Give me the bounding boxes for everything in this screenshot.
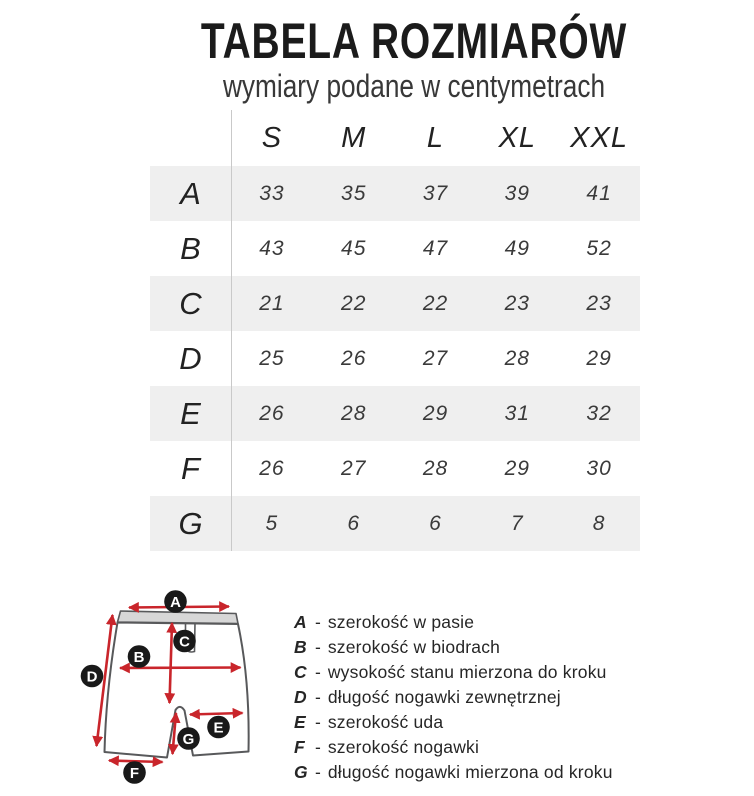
size-value-cell: 23 <box>504 291 530 315</box>
badge-a <box>164 590 187 613</box>
size-value-cell: 7 <box>510 511 524 535</box>
size-value-cell: 25 <box>259 346 285 370</box>
badge-f <box>123 761 146 784</box>
legend-text: szerokość w biodrach <box>327 637 501 657</box>
table-row-c <box>150 276 640 331</box>
header <box>0 12 754 105</box>
badge-g-letter: G <box>182 730 195 748</box>
badge-d <box>81 665 104 688</box>
table-header-row <box>150 110 640 166</box>
size-value-cell: 35 <box>341 181 367 205</box>
legend-separator: - <box>315 712 321 732</box>
table-divider-line <box>231 110 232 551</box>
legend-item-f <box>294 737 724 762</box>
legend-text: długość nogawki zewnętrznej <box>327 687 561 707</box>
legend-separator: - <box>315 662 321 682</box>
size-value-cell: 49 <box>504 236 530 260</box>
legend-text: długość nogawki mierzona od kroku <box>327 762 613 782</box>
size-value-cell: 47 <box>422 236 449 260</box>
badge-b-letter: B <box>133 648 145 666</box>
badge-e-letter: E <box>213 719 224 737</box>
size-value-cell: 52 <box>586 236 612 260</box>
row-label: D <box>179 340 202 376</box>
legend-item-g <box>294 762 724 787</box>
legend-separator: - <box>315 737 321 757</box>
size-value-cell: 33 <box>259 181 285 205</box>
column-header-s: S <box>261 121 283 154</box>
legend-separator: - <box>315 637 321 657</box>
table-row-d <box>150 331 640 386</box>
size-value-cell: 37 <box>422 181 449 205</box>
badge-c-letter: C <box>179 633 190 651</box>
column-header-xxl: XXL <box>570 121 628 154</box>
size-value-cell: 39 <box>504 181 530 205</box>
legend-letter: G <box>294 762 308 782</box>
size-value-cell: 31 <box>504 401 530 425</box>
size-value-cell: 21 <box>259 291 285 315</box>
size-value-cell: 5 <box>265 511 279 535</box>
size-value-cell: 6 <box>429 511 442 535</box>
column-header-l: L <box>426 121 445 154</box>
size-value-cell: 32 <box>586 401 612 425</box>
legend-item-d <box>294 687 724 712</box>
row-label: C <box>179 285 202 321</box>
legend-text: szerokość nogawki <box>327 737 480 757</box>
badge-d-letter: D <box>86 668 98 686</box>
row-label: G <box>178 505 203 541</box>
size-value-cell: 28 <box>504 346 530 370</box>
row-label: E <box>180 395 201 431</box>
badge-f-letter: F <box>129 764 140 782</box>
legend-separator: - <box>315 687 321 707</box>
size-value-cell: 41 <box>586 181 612 205</box>
size-value-cell: 22 <box>422 291 449 315</box>
legend-letter: B <box>294 637 307 657</box>
legend-letter: E <box>294 712 306 732</box>
table-row-g <box>150 496 640 551</box>
size-value-cell: 26 <box>341 346 367 370</box>
table-row-e <box>150 386 640 441</box>
legend-item-b <box>294 637 724 662</box>
column-header-xl: XL <box>498 121 537 154</box>
column-header-m: M <box>341 121 367 154</box>
size-value-cell: 28 <box>341 401 367 425</box>
badge-a-letter: A <box>170 593 181 611</box>
row-label: A <box>180 175 201 211</box>
size-value-cell: 6 <box>347 511 361 535</box>
row-label: F <box>181 450 200 486</box>
size-value-cell: 28 <box>422 456 449 480</box>
size-value-cell: 27 <box>341 456 367 480</box>
legend-letter: F <box>294 737 305 757</box>
row-label: B <box>180 230 201 266</box>
size-value-cell: 22 <box>341 291 367 315</box>
shorts-waistband <box>118 611 239 624</box>
legend-text: szerokość uda <box>327 712 444 732</box>
table-row-a <box>150 166 640 221</box>
size-value-cell: 43 <box>259 236 285 260</box>
page-subtitle: wymiary podane w centymetrach <box>222 68 606 104</box>
size-value-cell: 27 <box>422 346 449 370</box>
badge-b <box>128 645 151 668</box>
size-table <box>150 110 640 551</box>
size-value-cell: 29 <box>422 401 449 425</box>
legend-separator: - <box>315 612 321 632</box>
measure-arrow-e <box>190 713 243 715</box>
size-value-cell: 26 <box>259 456 285 480</box>
legend-item-e <box>294 712 724 737</box>
size-value-cell: 23 <box>586 291 612 315</box>
legend-letter: A <box>294 612 307 632</box>
legend-item-a <box>294 612 724 637</box>
size-value-cell: 30 <box>586 456 612 480</box>
size-value-cell: 45 <box>341 236 367 260</box>
page-title: TABELA ROZMIARÓW <box>200 13 628 69</box>
shorts-measurement-diagram <box>70 585 305 796</box>
badge-g <box>177 727 200 750</box>
badge-c <box>173 630 196 653</box>
size-value-cell: 29 <box>504 456 530 480</box>
legend-item-c <box>294 662 724 687</box>
legend-letter: C <box>294 662 307 682</box>
measurement-legend <box>294 612 724 787</box>
table-row-b <box>150 221 640 276</box>
legend-separator: - <box>315 762 321 782</box>
legend-text: wysokość stanu mierzona do kroku <box>327 662 607 682</box>
size-value-cell: 29 <box>586 346 612 370</box>
table-row-f <box>150 441 640 496</box>
legend-text: szerokość w pasie <box>327 612 475 632</box>
size-value-cell: 8 <box>592 511 606 535</box>
legend-letter: D <box>294 687 307 707</box>
size-value-cell: 26 <box>259 401 285 425</box>
badge-e <box>207 716 230 739</box>
